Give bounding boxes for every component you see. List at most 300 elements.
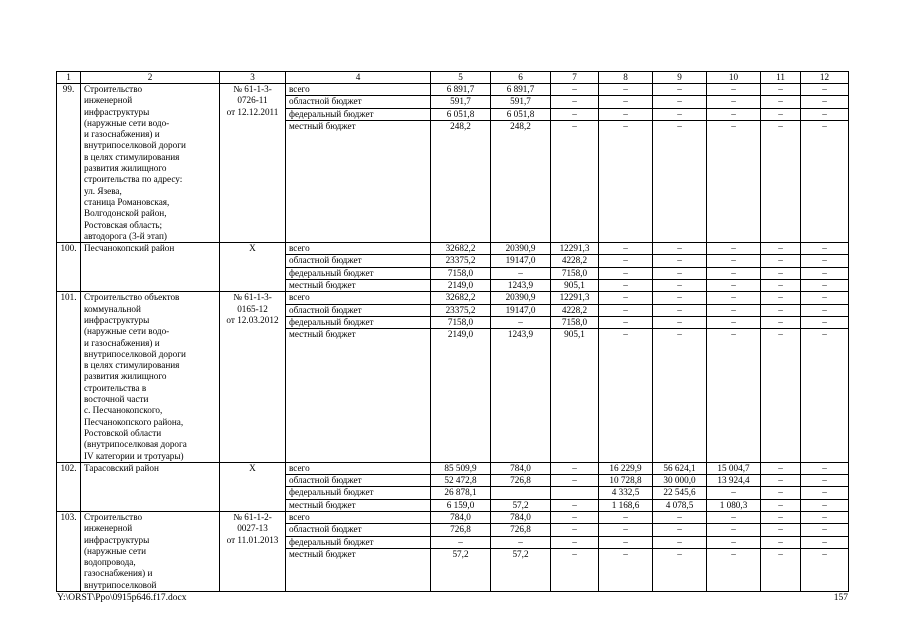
column-header: 10 xyxy=(707,72,761,84)
object-name-line: (наружные сети водо- xyxy=(84,117,170,128)
value-cell: – xyxy=(677,243,682,254)
funding-sources xyxy=(286,462,431,511)
value-cell: – xyxy=(599,304,652,316)
value-cell: 1 080,3 xyxy=(707,499,760,511)
value-cell: 4 078,5 xyxy=(653,499,706,511)
value-cell: – xyxy=(599,120,652,132)
value-cell: 905,1 xyxy=(551,279,598,291)
value-cell: – xyxy=(801,304,848,316)
value-cell: – xyxy=(491,536,550,548)
value-cell: – xyxy=(778,292,783,303)
object-name-line: Ростовская область; xyxy=(84,219,163,230)
value-cell: – xyxy=(491,316,550,328)
value-cell: 10 728,8 xyxy=(599,474,652,486)
object-name-line: (наружные сети xyxy=(84,545,147,556)
object-name-line: станица Романовская, xyxy=(84,196,170,207)
value-cell: – xyxy=(761,108,800,120)
funding-sources xyxy=(286,511,431,591)
value-cell: 15 004,7 xyxy=(717,462,750,473)
value-cell: – xyxy=(551,108,598,120)
footer-page-number: 157 xyxy=(833,593,848,603)
value-cell: 57,2 xyxy=(491,548,550,560)
value-cell: – xyxy=(623,511,628,522)
value-column-11 xyxy=(761,462,801,511)
value-cell: 2149,0 xyxy=(431,279,490,291)
value-cell: – xyxy=(778,243,783,254)
value-cell: – xyxy=(623,243,628,254)
value-cell: – xyxy=(653,316,706,328)
object-name xyxy=(81,511,220,591)
value-cell: – xyxy=(822,243,827,254)
funding-source: местный бюджет xyxy=(286,279,430,291)
value-cell: – xyxy=(801,108,848,120)
value-cell: – xyxy=(801,316,848,328)
value-cell: 23375,2 xyxy=(431,304,490,316)
object-name xyxy=(81,292,220,462)
table-row xyxy=(57,243,849,292)
value-column-8 xyxy=(599,292,653,462)
value-column-6 xyxy=(491,292,551,462)
value-column-6 xyxy=(491,84,551,243)
value-column-10 xyxy=(707,511,761,591)
value-column-8 xyxy=(599,462,653,511)
object-name-line: и газоснабжения) и xyxy=(84,337,160,348)
value-column-10 xyxy=(707,243,761,292)
value-column-5 xyxy=(431,243,491,292)
registration-line: от 11.01.2013 xyxy=(226,534,279,545)
value-cell: – xyxy=(707,108,760,120)
value-cell: 7158,0 xyxy=(431,267,490,279)
value-cell: – xyxy=(653,108,706,120)
footer-file-path: Y:\ORST\Ppo\0915p646.f17.docx xyxy=(57,593,187,603)
object-name-line: Тарасовский район xyxy=(84,462,159,473)
value-cell: 248,2 xyxy=(431,120,490,132)
value-cell: – xyxy=(551,474,598,486)
value-cell: – xyxy=(572,511,577,522)
object-name-line: и газоснабжения) и xyxy=(84,129,160,140)
funding-source: областной бюджет xyxy=(286,474,430,486)
value-cell: 26 878,1 xyxy=(431,486,490,498)
value-column-12 xyxy=(801,462,849,511)
object-name xyxy=(81,243,220,292)
registration-number xyxy=(220,462,286,511)
value-cell: 6 051,8 xyxy=(431,108,490,120)
registration-number xyxy=(220,292,286,462)
value-column-5 xyxy=(431,462,491,511)
value-column-10 xyxy=(707,84,761,243)
object-name-line: (наружные сети водо- xyxy=(84,326,170,337)
value-cell: – xyxy=(599,328,652,340)
value-cell: – xyxy=(761,328,800,340)
object-name-line: Песчанокопский район xyxy=(84,243,175,254)
value-cell: – xyxy=(822,462,827,473)
object-name-line: Строительство xyxy=(84,84,143,94)
column-header: 3 xyxy=(220,72,286,84)
registration-line: Х xyxy=(249,243,256,254)
value-column-10 xyxy=(707,292,761,462)
object-name-line: Строительство xyxy=(84,511,143,522)
value-cell: – xyxy=(551,548,598,560)
funding-source: областной бюджет xyxy=(286,304,430,316)
object-name-line: (внутрипоселковая дорога xyxy=(84,439,187,450)
value-cell: – xyxy=(801,548,848,560)
value-column-5 xyxy=(431,511,491,591)
funding-source: местный бюджет xyxy=(286,499,430,511)
value-column-6 xyxy=(491,243,551,292)
value-cell: 726,8 xyxy=(491,523,550,535)
table-row xyxy=(57,511,849,591)
column-header: 5 xyxy=(431,72,491,84)
value-cell: – xyxy=(431,536,490,548)
value-cell: – xyxy=(761,536,800,548)
value-cell: – xyxy=(551,536,598,548)
value-cell: 591,7 xyxy=(431,95,490,107)
object-name-line: газоснабжения) и xyxy=(84,568,153,579)
value-cell: – xyxy=(822,84,827,94)
row-number: 103. xyxy=(57,511,81,591)
value-cell: – xyxy=(761,279,800,291)
funding-source: федеральный бюджет xyxy=(286,536,430,548)
value-column-7 xyxy=(551,84,599,243)
object-name-line: Песчанокопского района, xyxy=(84,416,184,427)
value-cell: – xyxy=(801,499,848,511)
object-name-line: инженерной xyxy=(84,523,133,534)
value-cell: 19147,0 xyxy=(491,304,550,316)
value-cell: – xyxy=(707,523,760,535)
value-cell: 1243,9 xyxy=(491,328,550,340)
value-column-9 xyxy=(653,292,707,462)
registration-line: от 12.12.2011 xyxy=(226,106,279,117)
value-cell: – xyxy=(653,328,706,340)
value-cell: – xyxy=(801,279,848,291)
value-cell: – xyxy=(653,536,706,548)
object-name-line: Ростовской области xyxy=(84,427,162,438)
value-column-8 xyxy=(599,84,653,243)
row-number: 100. xyxy=(57,243,81,292)
value-cell: – xyxy=(677,84,682,94)
object-name xyxy=(81,462,220,511)
value-cell: 784,0 xyxy=(450,511,471,522)
value-cell: – xyxy=(731,292,736,303)
value-cell: 57,2 xyxy=(431,548,490,560)
registration-line: Х xyxy=(249,462,256,473)
value-cell: – xyxy=(778,84,783,94)
value-cell: – xyxy=(731,243,736,254)
value-cell: 4228,2 xyxy=(551,304,598,316)
value-cell: 7158,0 xyxy=(551,267,598,279)
funding-source: областной бюджет xyxy=(286,254,430,266)
value-cell: – xyxy=(801,120,848,132)
object-name-line: строительства в xyxy=(84,382,147,393)
object-name xyxy=(81,84,220,243)
value-cell: 248,2 xyxy=(491,120,550,132)
funding-source: местный бюджет xyxy=(286,328,430,340)
value-cell: – xyxy=(761,486,800,498)
value-cell: 13 924,4 xyxy=(707,474,760,486)
value-column-11 xyxy=(761,511,801,591)
registration-line: 0165-12 xyxy=(237,303,268,314)
value-column-8 xyxy=(599,511,653,591)
value-cell: 726,8 xyxy=(431,523,490,535)
value-cell: 6 891,7 xyxy=(506,84,535,94)
funding-source: областной бюджет xyxy=(286,523,430,535)
value-cell: – xyxy=(491,267,550,279)
row-number: 102. xyxy=(57,462,81,511)
value-cell: – xyxy=(801,267,848,279)
object-name-line: внутрипоселковой дороги xyxy=(84,348,186,359)
value-cell: – xyxy=(707,279,760,291)
object-name-line: инфраструктуры xyxy=(84,106,150,117)
value-column-6 xyxy=(491,462,551,511)
value-cell: – xyxy=(653,279,706,291)
column-header: 8 xyxy=(599,72,653,84)
object-name-line: автодорога (3-й этап) xyxy=(84,230,167,241)
value-column-12 xyxy=(801,292,849,462)
value-cell: – xyxy=(801,536,848,548)
value-cell: 6 051,8 xyxy=(491,108,550,120)
value-cell: – xyxy=(653,523,706,535)
object-name-line: IV категории и тротуары) xyxy=(84,450,184,461)
value-cell: – xyxy=(551,95,598,107)
value-cell xyxy=(491,486,550,498)
value-column-9 xyxy=(653,462,707,511)
object-name-line: восточной части xyxy=(84,394,149,405)
registration-line: № 61-1-3- xyxy=(233,292,272,303)
object-name-line: инфраструктуры xyxy=(84,534,150,545)
value-cell: – xyxy=(653,267,706,279)
registration-line: от 12.03.2012 xyxy=(226,314,279,325)
registration-number xyxy=(220,511,286,591)
funding-source: федеральный бюджет xyxy=(286,316,430,328)
value-cell: – xyxy=(572,462,577,473)
funding-source: местный бюджет xyxy=(286,120,430,132)
value-cell: – xyxy=(801,486,848,498)
value-column-9 xyxy=(653,84,707,243)
value-cell: – xyxy=(761,304,800,316)
value-cell: 905,1 xyxy=(551,328,598,340)
value-cell: 32682,2 xyxy=(445,292,476,303)
value-column-12 xyxy=(801,84,849,243)
value-cell: – xyxy=(761,95,800,107)
value-cell: – xyxy=(761,254,800,266)
value-column-5 xyxy=(431,292,491,462)
object-name-line: внутрипоселковой xyxy=(84,579,157,590)
value-cell: – xyxy=(599,108,652,120)
value-cell: 20390,9 xyxy=(505,292,536,303)
value-column-9 xyxy=(653,243,707,292)
value-column-7 xyxy=(551,511,599,591)
funding-source: федеральный бюджет xyxy=(286,108,430,120)
value-cell: – xyxy=(761,499,800,511)
column-header: 1 xyxy=(57,72,81,84)
value-cell: – xyxy=(778,511,783,522)
value-cell: – xyxy=(761,523,800,535)
value-cell: – xyxy=(707,304,760,316)
object-name-line: инфраструктуры xyxy=(84,314,150,325)
value-cell: 6 159,0 xyxy=(431,499,490,511)
object-name-line: строительства по адресу: xyxy=(84,174,183,185)
funding-source: областной бюджет xyxy=(286,95,430,107)
object-name-line: Строительство объектов xyxy=(84,292,180,303)
value-cell: – xyxy=(707,328,760,340)
registration-line: 0726-11 xyxy=(237,95,268,106)
funding-sources xyxy=(286,243,431,292)
value-cell: – xyxy=(599,254,652,266)
column-header: 12 xyxy=(801,72,849,84)
value-column-11 xyxy=(761,292,801,462)
value-cell: – xyxy=(572,84,577,94)
value-column-12 xyxy=(801,243,849,292)
table-row xyxy=(57,462,849,511)
registration-line: 0027-13 xyxy=(237,523,268,534)
value-cell: 16 229,9 xyxy=(609,462,642,473)
object-name-line: коммунальной xyxy=(84,303,141,314)
value-cell: 591,7 xyxy=(491,95,550,107)
value-cell: 12291,3 xyxy=(559,292,590,303)
value-cell: – xyxy=(623,84,628,94)
value-cell: – xyxy=(707,486,760,498)
value-cell: 56 624,1 xyxy=(663,462,696,473)
value-cell: – xyxy=(761,548,800,560)
value-cell: 4 332,5 xyxy=(599,486,652,498)
object-name-line: Волгодонской район, xyxy=(84,208,167,219)
value-cell: 23375,2 xyxy=(431,254,490,266)
value-cell: – xyxy=(551,499,598,511)
value-cell: – xyxy=(707,536,760,548)
value-cell: – xyxy=(677,511,682,522)
table-row xyxy=(57,292,849,462)
value-cell: 4228,2 xyxy=(551,254,598,266)
value-cell: – xyxy=(623,292,628,303)
object-name-line: ул. Язева, xyxy=(84,185,122,196)
object-name-line: с. Песчанокопского, xyxy=(84,405,163,416)
value-cell: 12291,3 xyxy=(559,243,590,254)
value-cell: – xyxy=(801,95,848,107)
value-cell: 7158,0 xyxy=(431,316,490,328)
value-column-11 xyxy=(761,243,801,292)
column-header: 2 xyxy=(81,72,220,84)
value-column-7 xyxy=(551,462,599,511)
value-cell: 1243,9 xyxy=(491,279,550,291)
value-column-10 xyxy=(707,462,761,511)
value-cell: – xyxy=(778,462,783,473)
header-row xyxy=(57,72,849,84)
value-cell: – xyxy=(599,279,652,291)
value-column-7 xyxy=(551,243,599,292)
value-cell: – xyxy=(599,523,652,535)
value-cell: 57,2 xyxy=(491,499,550,511)
registration-number xyxy=(220,243,286,292)
value-cell: 19147,0 xyxy=(491,254,550,266)
value-cell: – xyxy=(707,316,760,328)
value-cell: – xyxy=(599,316,652,328)
value-cell: – xyxy=(599,536,652,548)
value-cell: – xyxy=(801,523,848,535)
value-column-5 xyxy=(431,84,491,243)
value-cell: – xyxy=(801,254,848,266)
value-cell: 85 509,9 xyxy=(444,462,477,473)
column-header: 4 xyxy=(286,72,431,84)
object-name-line: развития жилищного xyxy=(84,371,167,382)
value-column-12 xyxy=(801,511,849,591)
value-cell: – xyxy=(707,120,760,132)
value-cell: – xyxy=(653,254,706,266)
value-cell: 2149,0 xyxy=(431,328,490,340)
column-header: 6 xyxy=(491,72,551,84)
funding-sources xyxy=(286,292,431,462)
budget-table xyxy=(56,71,849,592)
value-column-9 xyxy=(653,511,707,591)
value-cell: – xyxy=(707,95,760,107)
value-cell: – xyxy=(761,267,800,279)
funding-source: всего xyxy=(289,462,310,473)
value-cell: – xyxy=(707,254,760,266)
funding-source: федеральный бюджет xyxy=(286,267,430,279)
registration-line: № 61-1-3- xyxy=(233,84,272,94)
value-cell: 6 891,7 xyxy=(446,84,475,94)
value-cell: – xyxy=(761,474,800,486)
value-column-8 xyxy=(599,243,653,292)
value-cell: – xyxy=(801,328,848,340)
value-cell: – xyxy=(731,84,736,94)
value-cell: 784,0 xyxy=(510,462,531,473)
value-column-6 xyxy=(491,511,551,591)
registration-number xyxy=(220,84,286,243)
funding-source: всего xyxy=(289,84,310,94)
value-cell: – xyxy=(653,120,706,132)
value-cell: – xyxy=(822,292,827,303)
registration-line: № 61-1-2- xyxy=(233,511,272,522)
value-cell: 30 000,0 xyxy=(653,474,706,486)
object-name-line: в целях стимулирования xyxy=(84,360,180,371)
value-cell: – xyxy=(731,511,736,522)
value-cell: – xyxy=(551,523,598,535)
object-name-line: водопровода, xyxy=(84,557,136,568)
funding-source: всего xyxy=(289,243,310,254)
funding-sources xyxy=(286,84,431,243)
funding-source: всего xyxy=(289,292,310,303)
value-cell: – xyxy=(653,304,706,316)
value-cell: – xyxy=(707,267,760,279)
object-name-line: в целях стимулирования xyxy=(84,151,180,162)
value-cell: – xyxy=(599,548,652,560)
object-name-line: развития жилищного xyxy=(84,163,167,174)
column-header: 11 xyxy=(761,72,801,84)
value-cell: 784,0 xyxy=(510,511,531,522)
funding-source: всего xyxy=(289,511,310,522)
value-cell: – xyxy=(801,474,848,486)
value-cell: – xyxy=(551,120,598,132)
row-number: 99. xyxy=(57,84,81,243)
value-cell: 32682,2 xyxy=(445,243,476,254)
value-column-11 xyxy=(761,84,801,243)
object-name-line: инженерной xyxy=(84,95,133,106)
funding-source: федеральный бюджет xyxy=(286,486,430,498)
funding-source: местный бюджет xyxy=(286,548,430,560)
value-cell: – xyxy=(599,95,652,107)
value-cell: – xyxy=(761,316,800,328)
column-header: 7 xyxy=(551,72,599,84)
value-column-7 xyxy=(551,292,599,462)
table-row xyxy=(57,84,849,243)
object-name-line: внутрипоселковой дороги xyxy=(84,140,186,151)
value-cell: 7158,0 xyxy=(551,316,598,328)
value-cell: – xyxy=(599,267,652,279)
value-cell: 20390,9 xyxy=(505,243,536,254)
value-cell: – xyxy=(761,120,800,132)
value-cell: – xyxy=(677,292,682,303)
value-cell: – xyxy=(653,548,706,560)
